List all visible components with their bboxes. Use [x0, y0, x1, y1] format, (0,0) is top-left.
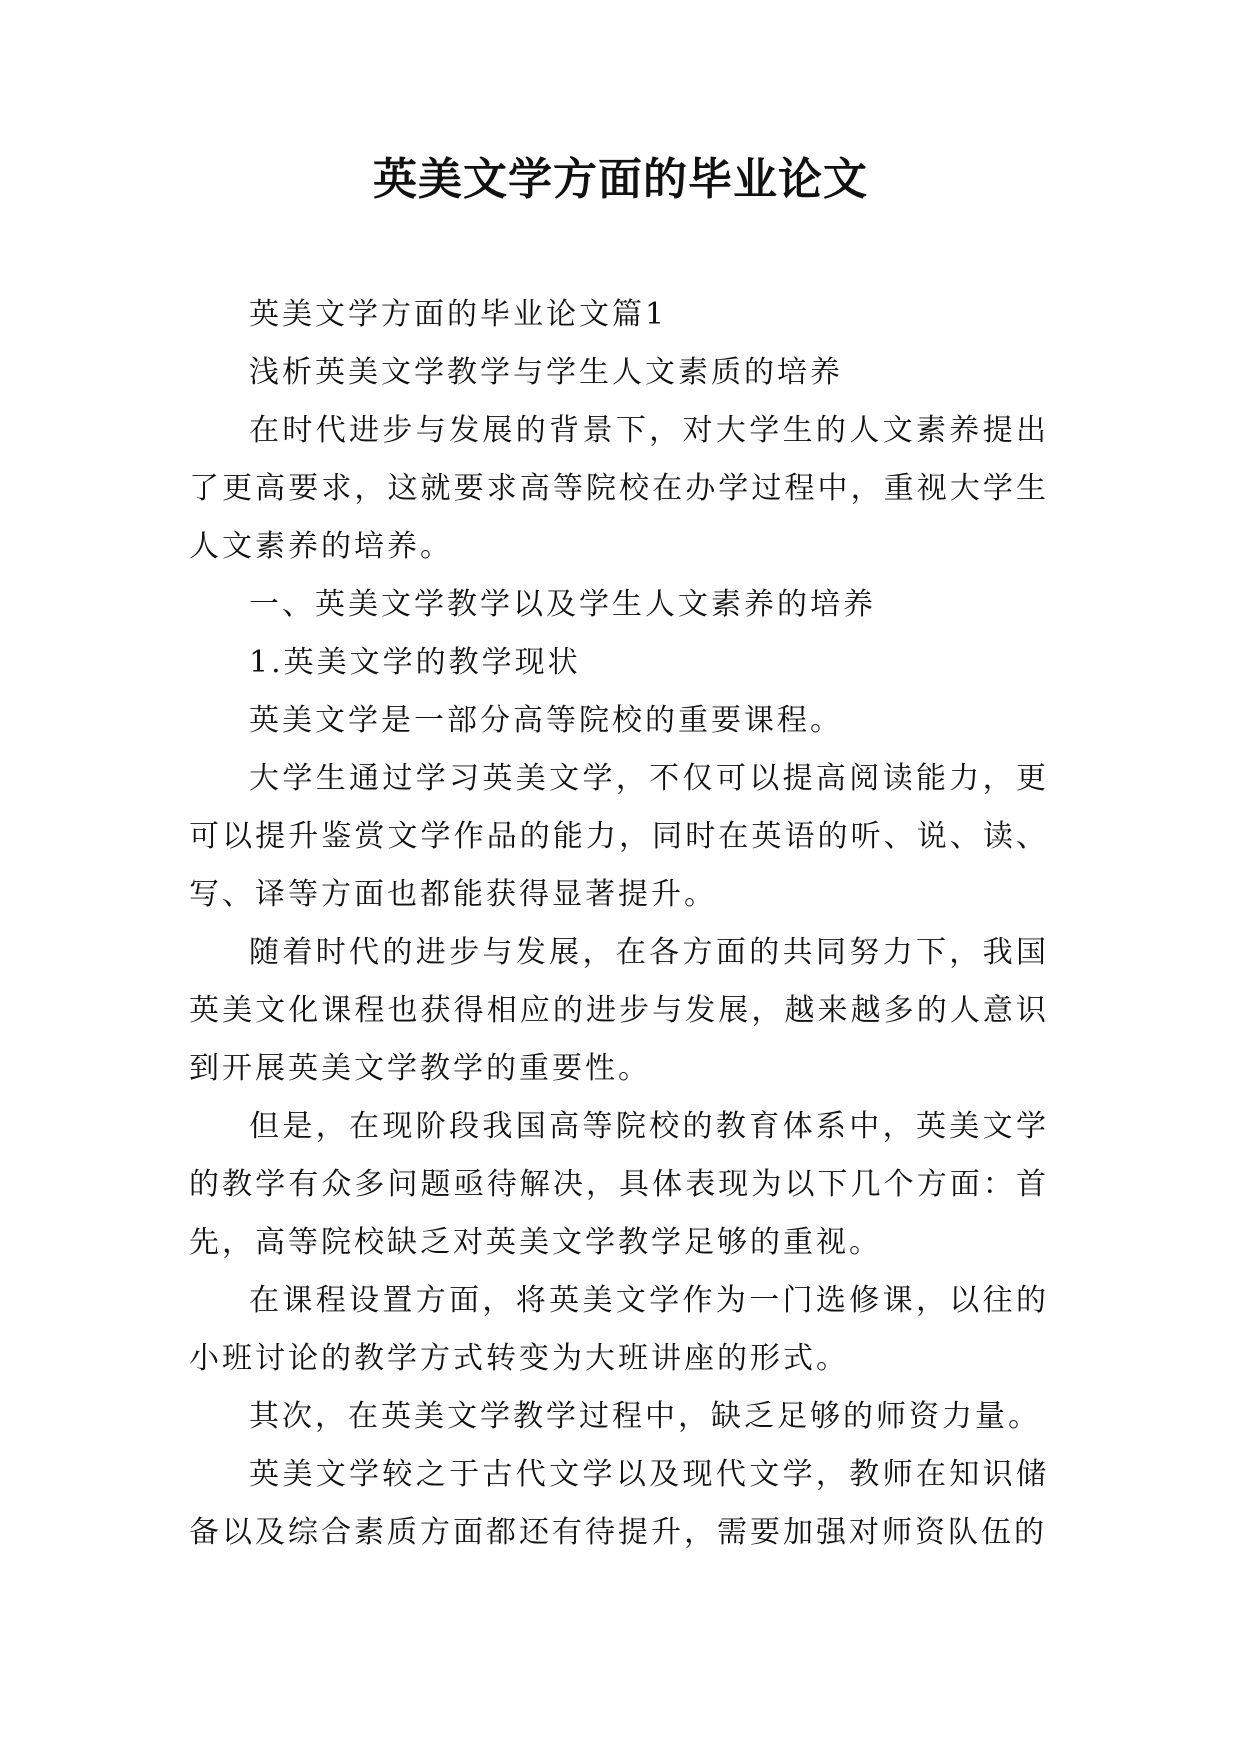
document-body: [189, 286, 1049, 1562]
article-title: 浅析英美文学教学与学生人文素质的培养: [249, 355, 843, 390]
subsection-heading: 一、英美文学教学以及学生人文素养的培养: [249, 587, 876, 622]
paragraph: 英美文学较之于古代文学以及现代文学，教师在知识储备以及综合素质方面都还有待提升，需要加强对师资队伍的: [189, 1457, 1049, 1550]
subsection-heading: 1.英美文学的教学现状: [249, 645, 581, 680]
paragraph: 随着时代的进步与发展，在各方面的共同努力下，我国英美文化课程也获得相应的进步与发展，越来越多的人意识到开展英美文学教学的重要性。: [189, 935, 1049, 1086]
paragraph: 在课程设置方面，将英美文学作为一门选修课，以往的小班讨论的教学方式转变为大班讲座的形式。: [189, 1283, 1049, 1376]
paragraph: 但是，在现阶段我国高等院校的教育体系中，英美文学的教学有众多问题亟待解决，具体表现为以下几个方面：首先，高等院校缺乏对英美文学教学足够的重视。: [189, 1109, 1049, 1260]
document-title: 英美文学方面的毕业论文: [373, 154, 868, 205]
section-heading: 英美文学方面的毕业论文篇1: [249, 297, 668, 332]
paragraph: 在时代进步与发展的背景下，对大学生的人文素养提出了更高要求，这就要求高等院校在办学过程中，重视大学生人文素养的培养。: [189, 413, 1049, 564]
paragraph: 其次，在英美文学教学过程中，缺乏足够的师资力量。: [249, 1399, 1041, 1434]
paragraph: 大学生通过学习英美文学，不仅可以提高阅读能力，更可以提升鉴赏文学作品的能力，同时在英语的听、说、读、写、译等方面也都能获得显著提升。: [189, 761, 1049, 912]
paragraph: 英美文学是一部分高等院校的重要课程。: [249, 703, 843, 738]
